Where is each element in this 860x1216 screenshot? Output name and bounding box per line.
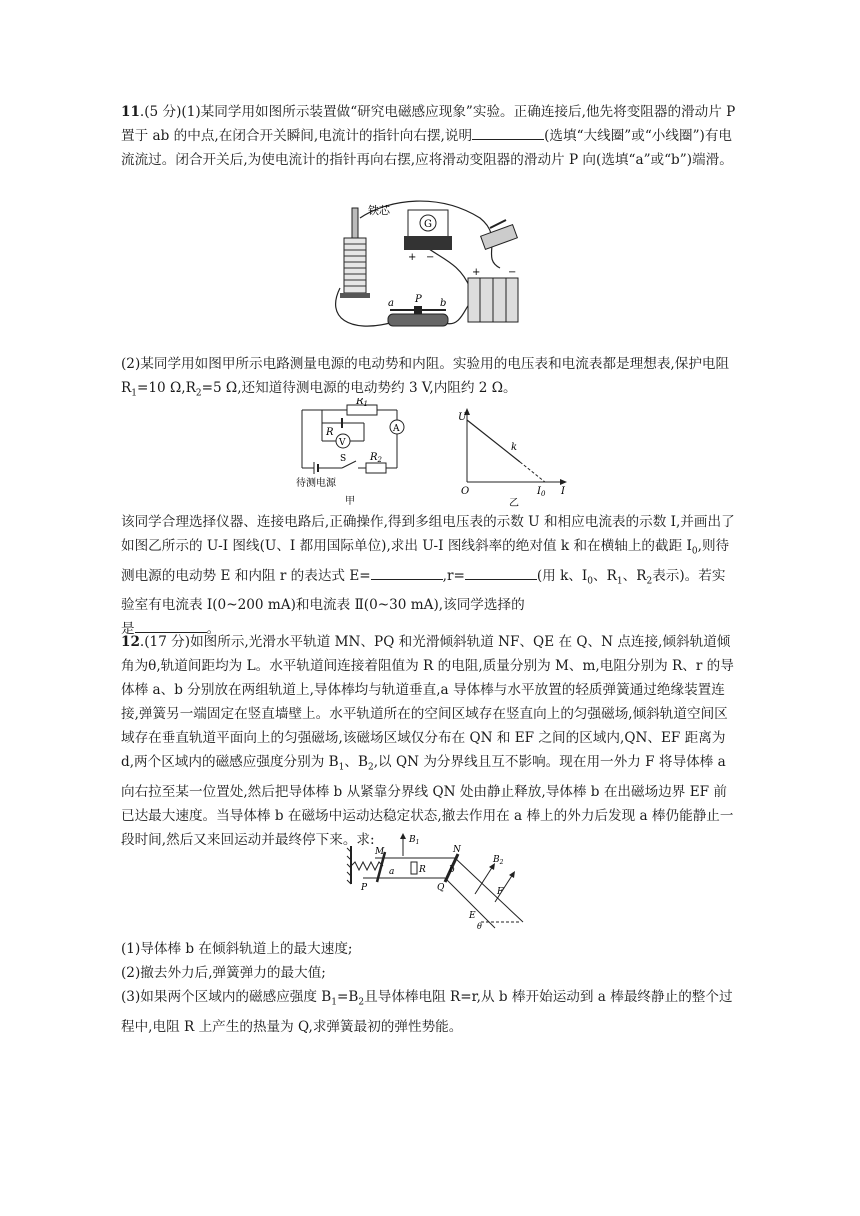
q11-part2-sub1: 1 [131,388,137,399]
q12-sub-q3-a: (3)如果两个区域内的磁感应强度 B [121,989,332,1005]
q12-subquestions [121,937,739,1039]
q12-sub-q3-b: =B [337,989,359,1005]
q11-part2 [121,352,739,406]
label-a: a [389,867,395,877]
label-b1: $B_1$ [409,835,420,846]
q11-part2-text-c: =5 Ω,还知道待测电源的电动势约 3 V,内阻约 2 Ω。 [201,380,517,396]
label-n: N [453,845,461,855]
label-b: b [449,865,455,875]
q11-part2-sub2: 2 [195,388,202,399]
label-f: F [497,887,504,897]
battery-plus: + [472,267,481,278]
origin-label: O [461,486,470,497]
slope-k-label: k [511,442,518,453]
q11-part3-sub2: 1 [616,576,623,587]
q12-sub-q1: (1)导体棒 b 在倾斜轨道上的最大速度; [121,941,353,957]
q12-text-a: 如图所示,光滑水平轨道 MN、PQ 和光滑倾斜轨道 NF、QE 在 Q、N 点连接,倾斜轨道倾角为θ,轨道间距均为 L。水平轨道间连接着阻值为 R 的电阻,质量分别为 M、m,电阻分别为 R、r 的导体棒 a、b 分别放在两组轨道上,导体棒均与轨道垂直,a 导体棒与水平放置的轻质弹簧通过绝缘装置连接,弹簧另一端固定在竖直墙壁上。水平轨道所在的空间区域存在竖直向上的匀强磁场,倾斜轨道空间区域存在垂直轨道平面向上的匀强磁场,该磁场区域仅分布在 QN 和 EF 之间的区域内,QN、EF 距离为 d,两个区域内的磁感应强度分别为 B [121,634,734,770]
caption-yi: 乙 [509,498,519,509]
label-q: Q [437,883,445,893]
q11-part3-text-g: 表示)。若实验室有电流表 Ⅰ(0~200 mA)和电流表 Ⅱ(0~30 mA),该同学选择的 [121,567,726,614]
q12-sub2: 2 [367,762,374,773]
galv-minus: − [426,252,435,263]
rheostat-r-label: R [326,427,334,438]
q11-part3-sub3: 2 [646,576,653,587]
q11-part3-sub1: 0 [587,576,594,587]
q12-text-b: 、B [344,754,368,770]
rheostat-a: a [388,298,394,309]
q12-text-c: ,以 QN 为分界线且互不影响。现在用一外力 F 将导体棒 a 向右拉至某一位置处,然后把导体棒 b 从紧靠分界线 QN 处由静止释放,导体棒 b 在出磁场边界 EF 前已达最大速度。当导体棒 b 在磁场中运动达稳定状态,撤去作用在 a 棒上的外力后发现 a 棒仍能静止一段时间,然后又来回运动并最终停下来。求: [121,754,734,848]
q11-part1 [121,100,739,172]
q12-sub-q3-sub1: 1 [331,997,338,1008]
q11-score: .(5 分) [139,104,182,120]
r2-label: $R_2$ [370,452,382,464]
core-label: 铁芯 [368,204,390,217]
axis-u-label: U [458,412,467,423]
q11-blank-e [371,565,443,580]
q12-sub-q2: (2)撤去外力后,弹簧弹力的最大值; [121,965,326,981]
q12-sub1: 1 [338,762,345,773]
voltmeter-label: V [339,438,346,448]
q11-part1-text-a: (1)某同学用如图所示装置做“研究电磁感应现象”实验。正确连接后,他先将变阻器的滑动片 P 置于 ab 的中点,在闭合开关瞬间,电流计的指针向右摆,说明 [121,104,736,144]
q11-part3-text-h: 是 [121,621,135,638]
q11-part3-text-b: ,则待测电源的电动势 E 和内阻 r 的表达式 E= [121,538,730,584]
q11-part2-text-b: =10 Ω,R [136,380,196,396]
q12-number: 12 [121,634,140,650]
rheostat-p: P [415,294,422,305]
galvanometer-label: G [424,219,432,230]
circuit-jia-figure [292,398,412,508]
rails-figure [345,832,525,932]
galv-plus: + [408,252,417,263]
label-r: R [419,865,426,875]
label-b2: $B_2$ [493,855,504,866]
q12-sub-q3-sub2: 2 [358,997,365,1008]
q11-blank-r [465,565,537,580]
q11-part3-text-i: 。 [206,621,221,638]
q11-part3-sub0: 0 [691,546,698,557]
caption-jia: 甲 [345,496,355,507]
source-label: 待测电源 [296,478,336,489]
label-p: P [361,883,368,893]
q11-number: 11 [121,104,140,120]
q12-sub-q3-c: 且导体棒电阻 R=r,从 b 棒开始运动到 a 棒最终静止的整个过程中,电阻 R 上产生的热量为 Q,求弹簧最初的弹性势能。 [121,989,733,1035]
q12-stem [121,630,739,852]
q11-part3-text-f: 、R [622,567,647,584]
q11-part3-text-e: 、R [593,567,617,584]
battery-minus: − [508,267,517,278]
axis-i-label: I [561,486,565,497]
q12-score: .(17 分) [139,634,191,650]
intercept-label: $I_0$ [537,486,546,498]
q11-part3-text-d: (用 k、I [536,567,588,584]
q11-part2-text-a: (2)某同学用如图甲所示电路测量电源的电动势和内阻。实验用的电压表和电流表都是理想表,保护电阻 R [121,356,730,396]
r1-label: $R_1$ [356,398,368,408]
label-theta: θ [477,922,482,931]
q11-blank-1 [472,125,544,140]
switch-s-label: S [340,454,347,464]
q11-part3 [121,510,739,641]
ammeter-label: A [393,424,400,434]
induction-apparatus-figure [330,198,530,338]
ui-graph-yi-figure [455,406,575,510]
q11-part3-text-a: 该同学合理选择仪器、连接电路后,正确操作,得到多组电压表的示数 U 和相应电流表的示数 I,并画出了如图乙所示的 U-I 图线(U、I 都用国际单位),求出 U-I 图线斜率的绝对值 k 和在横轴上的截距 I [121,514,735,554]
label-e: E [469,911,476,921]
q11-part3-text-c: ,r= [442,567,465,584]
label-m: M [375,847,385,857]
q11-part1-text-b: (选填“大线圈”或“小线圈”)有电流流过。闭合开关后,为使电流计的指针再向右摆,应将滑动变阻器的滑动片 P 向(选填“a”或“b”)端滑。 [121,128,733,168]
rheostat-b: b [440,298,447,309]
